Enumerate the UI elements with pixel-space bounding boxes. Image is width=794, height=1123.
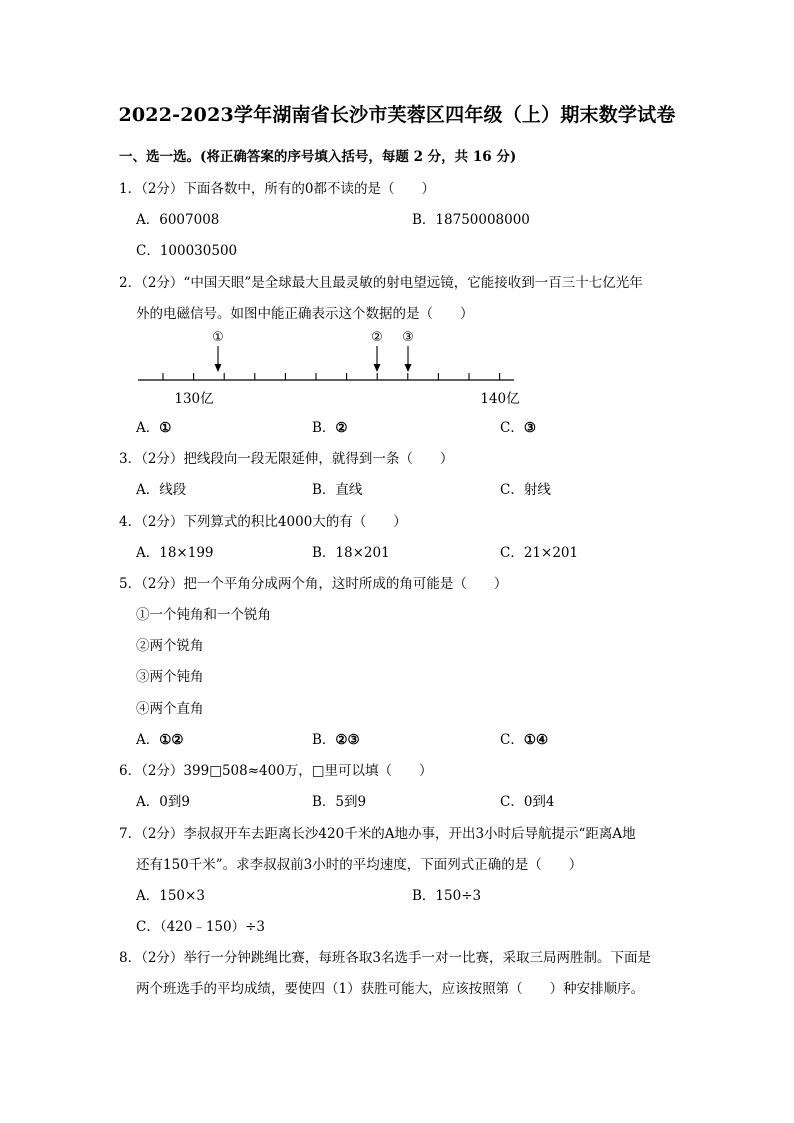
question-7-option-a: A．150×3	[136, 888, 205, 904]
question-2-stem-line2: 外的电磁信号。如图中能正确表示这个数据的是（ ）	[136, 306, 474, 322]
marker-3-label: ③	[402, 330, 414, 345]
question-7-stem-line1: 7．（2分）李叔叔开车去距离长沙420千米的A地办事，开出3小时后导航提示“距离A地	[119, 826, 636, 842]
question-7-option-c: C．（420﹣150）÷3	[136, 919, 266, 935]
question-6-option-a: A．0到9	[136, 794, 190, 810]
question-2-option-a: A．①	[136, 420, 172, 436]
question-2-option-c: C．③	[500, 420, 536, 436]
question-1-stem: 1．（2分）下面各数中，所有的0都不读的是（ ）	[119, 181, 436, 197]
question-3-option-a: A．线段	[136, 482, 187, 498]
number-line-figure	[136, 326, 526, 411]
question-5-option-c: C．①④	[500, 732, 549, 748]
question-3-option-c: C．射线	[500, 482, 551, 498]
question-7-option-b: B．150÷3	[412, 888, 482, 904]
question-2-option-b: B．②	[312, 420, 348, 436]
arrowhead-2	[374, 364, 381, 372]
question-5-item-1: ①一个钝角和一个锐角	[136, 607, 271, 623]
question-7-stem-line2: 还有150千米”。求李叔叔前3小时的平均速度，下面列式正确的是（ ）	[136, 857, 583, 873]
question-4-option-b: B．18×201	[312, 545, 390, 561]
question-5-item-3: ③两个钝角	[136, 669, 204, 685]
question-5-stem: 5．（2分）把一个平角分成两个角，这时所成的角可能是（ ）	[119, 576, 508, 592]
arrowhead-3	[405, 364, 412, 372]
question-6-option-b: B．5到9	[312, 794, 367, 810]
label-130: 130亿	[174, 391, 214, 407]
question-3-option-b: B．直线	[312, 482, 363, 498]
question-6-stem: 6．（2分）399□508≈400万，□里可以填（ ）	[119, 763, 433, 779]
question-5-item-4: ④两个直角	[136, 701, 204, 717]
question-5-option-a: A．①②	[136, 732, 184, 748]
marker-1-label: ①	[212, 330, 224, 345]
question-4-option-a: A．18×199	[136, 545, 214, 561]
question-1-option-b: B．18750008000	[412, 212, 530, 228]
question-4-stem: 4．（2分）下列算式的积比4000大的有（ ）	[119, 514, 407, 530]
question-5-item-2: ②两个锐角	[136, 638, 204, 654]
marker-2-label: ②	[371, 330, 383, 345]
question-8-stem-line2: 两个班选手的平均成绩，要使四（1）获胜可能大，应该按照第（ ）种安排顺序。	[136, 981, 645, 997]
page-title: 2022-2023学年湖南省长沙市芙蓉区四年级（上）期末数学试卷	[118, 104, 676, 126]
question-2-stem-line1: 2．（2分）“中国天眼”是全球最大且最灵敏的射电望远镜，它能接收到一百三十七亿光年	[119, 275, 643, 291]
section-heading: 一、选一选。(将正确答案的序号填入括号，每题 2 分，共 16 分)	[119, 149, 517, 165]
label-140: 140亿	[480, 391, 520, 407]
arrowhead-1	[215, 364, 222, 372]
question-6-option-c: C．0到4	[500, 794, 555, 810]
question-5-option-b: B．②③	[312, 732, 360, 748]
question-4-option-c: C．21×201	[500, 545, 579, 561]
question-1-option-a: A．6007008	[136, 212, 220, 228]
question-1-option-c: C．100030500	[136, 243, 238, 259]
question-3-stem: 3．（2分）把线段向一段无限延伸，就得到一条（ ）	[119, 451, 454, 467]
question-8-stem-line1: 8．（2分）举行一分钟跳绳比赛，每班各取3名选手一对一比赛，采取三局两胜制。下面是	[119, 950, 652, 966]
